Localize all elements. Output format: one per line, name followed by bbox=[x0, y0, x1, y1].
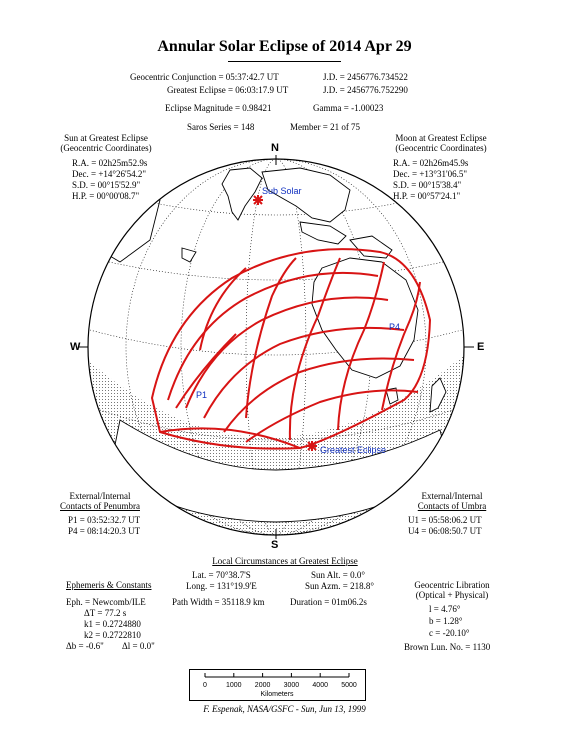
umbra-subheading: Contacts of Umbra bbox=[417, 501, 487, 511]
brown-lunation: Brown Lun. No. = 1130 bbox=[404, 642, 491, 652]
indonesia-landmass bbox=[300, 222, 346, 244]
ephemeris-heading: Ephemeris & Constants bbox=[66, 580, 152, 590]
sun-heading: Sun at Greatest Eclipse bbox=[64, 133, 148, 143]
india-landmass bbox=[222, 168, 262, 220]
ephemeris-delta-l: Δl = 0.0" bbox=[122, 641, 155, 651]
moon-ra: R.A. = 02h26m45.9s bbox=[393, 158, 469, 168]
gamma-value: Gamma = -1.00023 bbox=[313, 103, 384, 113]
ephemeris-k1: k1 = 0.2724880 bbox=[84, 619, 141, 629]
local-lat: Lat. = 70°38.7'S bbox=[192, 570, 251, 580]
west-label: W bbox=[70, 341, 81, 353]
moon-subheading: (Geocentric Coordinates) bbox=[395, 143, 487, 153]
ephemeris-delta-b: Δb = -0.6" bbox=[66, 641, 104, 651]
saros-series: Saros Series = 148 bbox=[187, 122, 255, 132]
umbra-u1: U1 = 05:58:06.2 UT bbox=[408, 515, 482, 525]
libration-c: c = -20.10° bbox=[429, 628, 470, 638]
greatest-eclipse-text: Greatest Eclipse = 06:03:17.9 UT bbox=[167, 85, 289, 95]
page-title: Annular Solar Eclipse of 2014 Apr 29 bbox=[157, 38, 412, 55]
africa-landmass bbox=[92, 186, 160, 262]
sun-ra: R.A. = 02h25m52.9s bbox=[72, 158, 148, 168]
east-label: E bbox=[477, 341, 485, 353]
ephemeris-delta-t: ΔT = 77.2 s bbox=[84, 608, 127, 618]
scale-bar bbox=[189, 669, 366, 701]
moon-heading: Moon at Greatest Eclipse bbox=[395, 133, 487, 143]
moon-sd: S.D. = 00°15'38.4" bbox=[393, 180, 462, 190]
scale-tick-1000: 1000 bbox=[226, 682, 242, 689]
greatest-eclipse-marker bbox=[307, 441, 317, 451]
night-shading-nw bbox=[90, 160, 150, 300]
local-path-width: Path Width = 35118.9 km bbox=[172, 597, 265, 607]
eclipse-magnitude: Eclipse Magnitude = 0.98421 bbox=[165, 103, 272, 113]
ephemeris-eph: Eph. = Newcomb/ILE bbox=[66, 597, 146, 607]
local-long: Long. = 131°19.9'E bbox=[186, 581, 257, 591]
credit-line: F. Espenak, NASA/GSFC - Sun, Jun 13, 1999 bbox=[203, 704, 366, 714]
conjunction-text: Geocentric Conjunction = 05:37:42.7 UT bbox=[130, 72, 279, 82]
sub-solar-marker bbox=[253, 195, 263, 205]
local-sun-azm: Sun Azm. = 218.8° bbox=[305, 581, 374, 591]
scale-tick-4000: 4000 bbox=[312, 682, 328, 689]
sun-hp: H.P. = 00°00'08.7" bbox=[72, 191, 140, 201]
penumbra-p1: P1 = 03:52:32.7 UT bbox=[68, 515, 141, 525]
greatest-eclipse-jd: J.D. = 2456776.752290 bbox=[323, 85, 408, 95]
penumbra-p4: P4 = 08:14:20.3 UT bbox=[68, 526, 141, 536]
scale-unit: Kilometers bbox=[260, 691, 294, 698]
moon-dec: Dec. = +13°31'06.5" bbox=[393, 169, 468, 179]
local-heading: Local Circumstances at Greatest Eclipse bbox=[212, 556, 358, 566]
sun-dec: Dec. = +14°26'54.2" bbox=[72, 169, 147, 179]
libration-b: b = 1.28° bbox=[429, 616, 463, 626]
scale-tick-3000: 3000 bbox=[283, 682, 300, 689]
p4-label: P4 bbox=[389, 322, 401, 332]
scale-tick-5000: 5000 bbox=[341, 682, 357, 689]
local-sun-alt: Sun Alt. = 0.0° bbox=[311, 570, 365, 580]
libration-heading: Geocentric Libration bbox=[414, 580, 490, 590]
meridian-3 bbox=[246, 258, 296, 418]
p1-label: P1 bbox=[196, 390, 208, 400]
greatest-eclipse-label: Greatest Eclipse bbox=[320, 445, 387, 455]
saros-member: Member = 21 of 75 bbox=[290, 122, 361, 132]
penumbra-heading: External/Internal bbox=[69, 491, 131, 501]
scale-tick-2000: 2000 bbox=[254, 682, 271, 689]
conjunction-jd: J.D. = 2456776.734522 bbox=[323, 72, 408, 82]
moon-hp: H.P. = 00°57'24.1" bbox=[393, 191, 461, 201]
meridian-2 bbox=[200, 268, 246, 350]
ephemeris-k2: k2 = 0.2722810 bbox=[84, 630, 141, 640]
libration-l: l = 4.76° bbox=[429, 604, 461, 614]
sun-sd: S.D. = 00°15'52.9" bbox=[72, 180, 141, 190]
south-label: S bbox=[271, 539, 279, 551]
penumbra-subheading: Contacts of Penumbra bbox=[60, 501, 140, 511]
umbra-heading: External/Internal bbox=[421, 491, 483, 501]
sun-subheading: (Geocentric Coordinates) bbox=[60, 143, 152, 153]
libration-subheading: (Optical + Physical) bbox=[415, 590, 489, 600]
scale-tick-0: 0 bbox=[203, 682, 207, 689]
umbra-u4: U4 = 06:08:50.7 UT bbox=[408, 526, 482, 536]
madagascar-landmass bbox=[182, 248, 196, 262]
local-duration: Duration = 01m06.2s bbox=[290, 597, 367, 607]
sub-solar-label: Sub Solar bbox=[262, 186, 302, 196]
north-label: N bbox=[271, 142, 279, 154]
